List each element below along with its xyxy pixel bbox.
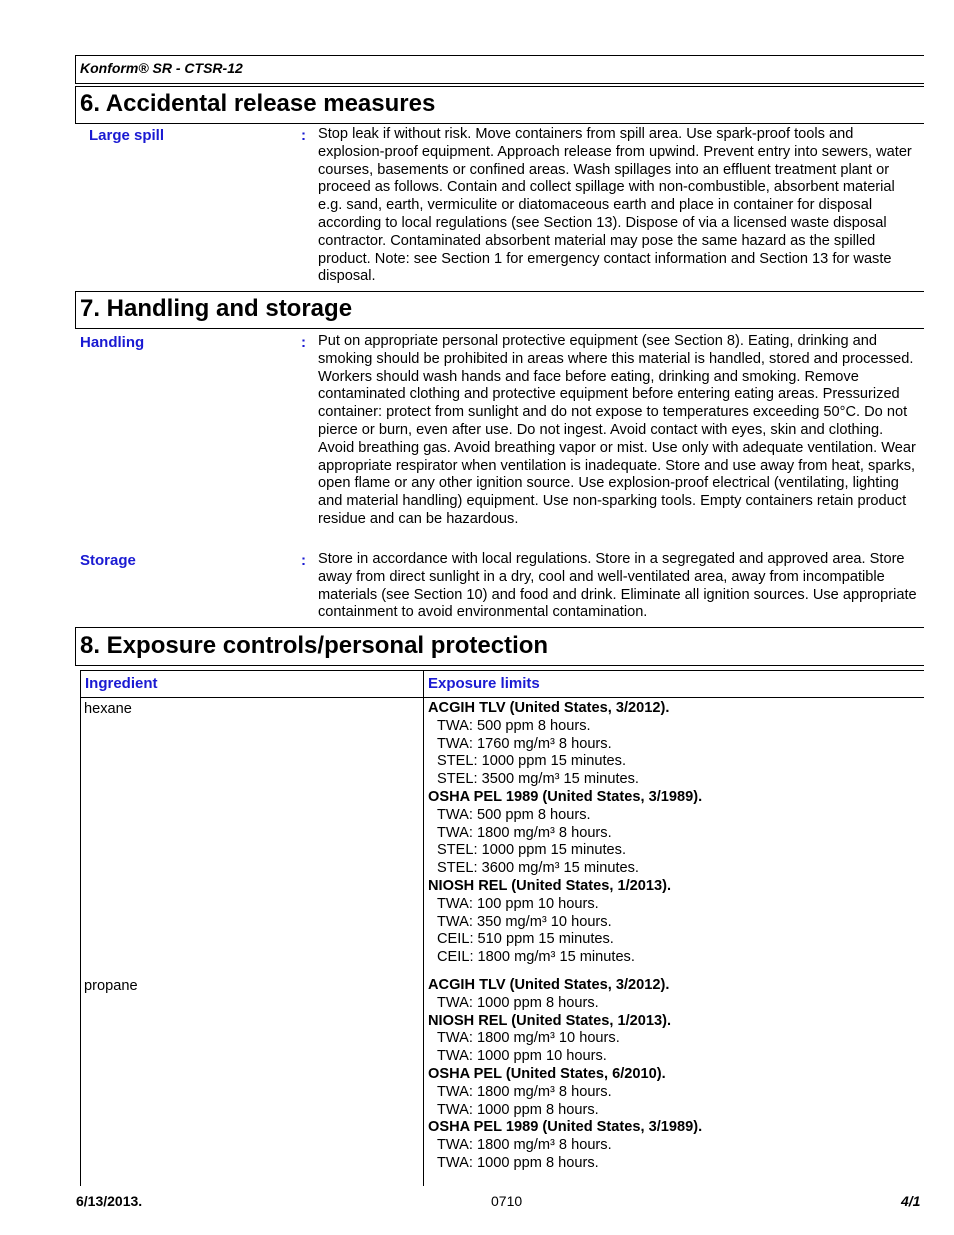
limit-item: TWA: 1000 ppm 8 hours.	[437, 1154, 599, 1171]
limit-group-heading: OSHA PEL 1989 (United States, 3/1989).	[428, 788, 703, 805]
section-6-title: 6. Accidental release measures	[80, 90, 436, 117]
large-spill-label: Large spill	[89, 127, 165, 144]
handling-label: Handling	[80, 334, 145, 351]
limit-group-heading: ACGIH TLV (United States, 3/2012).	[428, 977, 670, 993]
ingredient-propane: propane	[84, 978, 138, 994]
section-7-title: 7. Handling and storage	[80, 295, 353, 322]
handling-colon: :	[301, 334, 306, 351]
limit-item: CEIL: 1800 mg/m³ 15 minutes.	[437, 949, 635, 966]
limit-item: TWA: 1800 mg/m³ 8 hours.	[437, 824, 612, 841]
limit-item: STEL: 3600 mg/m³ 15 minutes.	[437, 860, 639, 877]
footer-code: 0710	[491, 1193, 523, 1209]
ingredient-hexane: hexane	[84, 701, 132, 717]
limit-group-heading: ACGIH TLV (United States, 3/2012).	[428, 700, 670, 716]
limit-item: TWA: 1760 mg/m³ 8 hours.	[437, 735, 612, 752]
limit-item: TWA: 100 ppm 10 hours.	[437, 895, 599, 912]
large-spill-colon: :	[301, 127, 306, 144]
handling-text: Put on appropriate personal protective equipment (see Section 8). Eating, drinking and smoking should be prohibited in areas where this material is handled, stored and processed. Workers should wash hands and face before eating, drinking and smoking. Remove contaminated clothing and protective equipment before entering eating areas. Pressurized container: protect from sunlight and do not expose to temperatures exceeding 50°C. Do not pierce or burn, even after use. Do not ingest. Avoid contact with eyes, skin and clothing. Avoid breathing gas. Avoid breathing vapor or mist. Use only with adequate ventilation. Wear appropriate respirator when ventilation is inadequate. Store and use away from heat, sparks, open flame or any other ignition source. Use explosion-proof electrical (ventilating, lighting and material handling) equipment. Use non-sparking tools. Empty containers retain product residue and can be hazardous.	[318, 333, 916, 527]
limit-group-heading: NIOSH REL (United States, 1/2013).	[428, 1012, 672, 1029]
limit-item: TWA: 1000 ppm 8 hours.	[437, 1101, 599, 1118]
table-header-divider	[80, 697, 924, 698]
limit-item: TWA: 1000 ppm 10 hours.	[437, 1048, 607, 1065]
limit-item: STEL: 3500 mg/m³ 15 minutes.	[437, 771, 639, 788]
storage-text: Store in accordance with local regulations. Store in a segregated and approved area. Store away from direct sunlight in a dry, cool and well-ventilated area, away from incompatible materials (see Section 10) and food and drink. Eliminate all ignition sources. Use appropriate containment to avoid environmental contamination.	[318, 551, 917, 621]
limit-item: TWA: 1800 mg/m³ 8 hours.	[437, 1137, 612, 1154]
limit-item: CEIL: 510 ppm 15 minutes.	[437, 931, 614, 948]
limit-item: STEL: 1000 ppm 15 minutes.	[437, 842, 627, 859]
column-header-exposure-limits: Exposure limits	[428, 675, 540, 692]
limit-item: TWA: 500 ppm 8 hours.	[437, 806, 591, 823]
footer-date: 6/13/2013.	[76, 1193, 143, 1209]
footer-page-number: 4/1	[901, 1193, 921, 1209]
limit-item: TWA: 500 ppm 8 hours.	[437, 717, 591, 734]
product-name: Konform® SR - CTSR-12	[80, 60, 243, 76]
storage-colon: :	[301, 552, 306, 569]
limits-propane	[428, 977, 702, 1173]
storage-label: Storage	[80, 552, 136, 569]
limit-item: TWA: 1800 mg/m³ 10 hours.	[437, 1030, 620, 1047]
section-8-title: 8. Exposure controls/personal protection	[80, 632, 549, 659]
limit-item: TWA: 1800 mg/m³ 8 hours.	[437, 1083, 612, 1100]
table-column-divider	[423, 670, 424, 1186]
limit-group-heading: OSHA PEL 1989 (United States, 3/1989).	[428, 1119, 703, 1136]
large-spill-text: Stop leak if without risk. Move containers from spill area. Use spark-proof tools and explosion-proof equipment. Approach release from upwind. Prevent entry into sewers, water courses, basements or confined areas. Wash spillages into an effluent treatment plant or proceed as follows. Contain and collect spillage with non-combustible, absorbent material e.g. sand, earth, vermiculite or diatomaceous earth and place in container for disposal according to local regulations (see Section 13). Dispose of via a licensed waste disposal contractor. Contaminated absorbent material may pose the same hazard as the spilled product. Note: see Section 1 for emergency contact information and Section 13 for waste disposal.	[318, 126, 912, 285]
limit-group-heading: OSHA PEL (United States, 6/2010).	[428, 1065, 666, 1082]
limit-item: TWA: 350 mg/m³ 10 hours.	[437, 913, 612, 930]
limits-hexane	[428, 700, 702, 967]
column-header-ingredient: Ingredient	[85, 675, 158, 692]
limit-item: STEL: 1000 ppm 15 minutes.	[437, 753, 627, 770]
limit-item: TWA: 1000 ppm 8 hours.	[437, 994, 599, 1011]
limit-group-heading: NIOSH REL (United States, 1/2013).	[428, 877, 672, 894]
